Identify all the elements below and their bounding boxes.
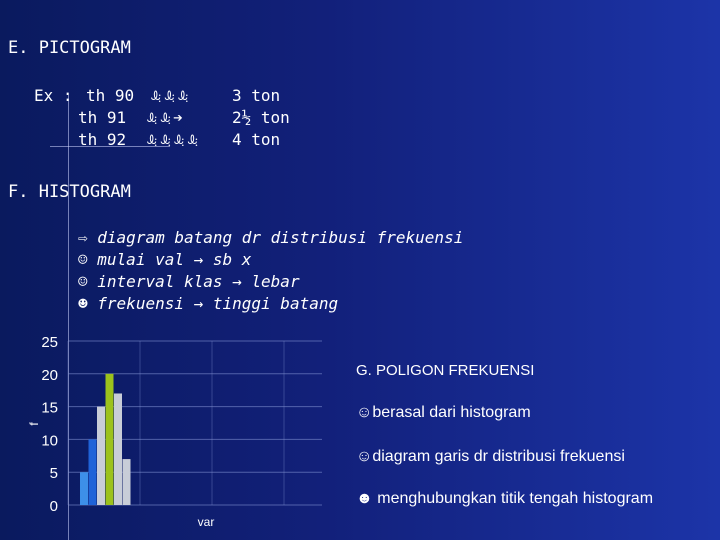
pictogram-value-2: 4 ton <box>232 130 281 149</box>
polygon-point-text: berasal dari histogram <box>372 404 531 421</box>
truck-icon-row-1: ꕋꕋ➔ <box>146 108 185 127</box>
smiley-filled-icon: ☻ <box>356 490 373 507</box>
pictogram-year-0: th 90 <box>86 86 135 105</box>
y-tick-label-0: 0 <box>49 498 58 515</box>
y-tick-label-5: 25 <box>41 334 58 351</box>
histogram-point-text: frekuensi → tinggi batang <box>97 294 339 313</box>
y-tick-label-1: 5 <box>49 465 58 483</box>
histogram-point-2 <box>78 272 300 291</box>
histogram-chart <box>0 320 330 540</box>
histogram-point-text: diagram batang dr distribusi frekuensi <box>97 228 464 247</box>
polygon-point-text: menghubungkan titik tengah histogram <box>372 490 654 507</box>
pictogram-year-2: th 92 <box>78 130 127 149</box>
polygon-point-2 <box>356 490 653 508</box>
smiley-icon: ☺ <box>78 272 88 291</box>
smiley-icon: ☺ <box>356 404 373 421</box>
y-tick-label-2: 10 <box>41 432 58 450</box>
x-axis-label: var <box>197 515 215 529</box>
section-f-title: F. HISTOGRAM <box>8 182 131 202</box>
truck-icon-row-2: ꕋꕋꕋꕋ <box>146 130 201 149</box>
histogram-bar-2 <box>97 407 105 505</box>
histogram-point-text: mulai val → sb x <box>97 250 252 269</box>
y-axis-label: f <box>27 422 41 426</box>
smiley-filled-icon: ☻ <box>78 294 88 313</box>
pictogram-value-1: 2½ ton <box>232 108 290 127</box>
example-label: Ex : <box>34 86 73 105</box>
y-tick-label-4: 20 <box>41 366 58 384</box>
histogram-point-3 <box>78 294 338 313</box>
histogram-bar-3 <box>106 374 114 505</box>
section-e-title: E. PICTOGRAM <box>8 38 131 58</box>
arrow-icon: ⇨ <box>78 228 88 247</box>
section-g-title: G. POLIGON FREKUENSI <box>356 362 535 379</box>
histogram-bar-0 <box>80 472 88 505</box>
histogram-bar-5 <box>123 459 131 505</box>
histogram-point-1 <box>78 250 251 269</box>
y-tick-label-3: 15 <box>41 399 58 417</box>
smiley-icon: ☺ <box>356 448 373 465</box>
pictogram-value-0: 3 ton <box>232 86 281 105</box>
polygon-point-0 <box>356 404 531 422</box>
histogram-bar-4 <box>114 393 122 505</box>
smiley-icon: ☺ <box>78 250 88 269</box>
histogram-point-text: interval klas → lebar <box>97 272 300 291</box>
pictogram-year-1: th 91 <box>78 108 127 127</box>
histogram-point-0 <box>78 228 463 247</box>
truck-icon-row-0: ꕋꕋꕋ <box>150 86 191 105</box>
polygon-point-1 <box>356 448 625 466</box>
polygon-point-text: diagram garis dr distribusi frekuensi <box>372 448 625 465</box>
histogram-bar-1 <box>89 439 97 505</box>
